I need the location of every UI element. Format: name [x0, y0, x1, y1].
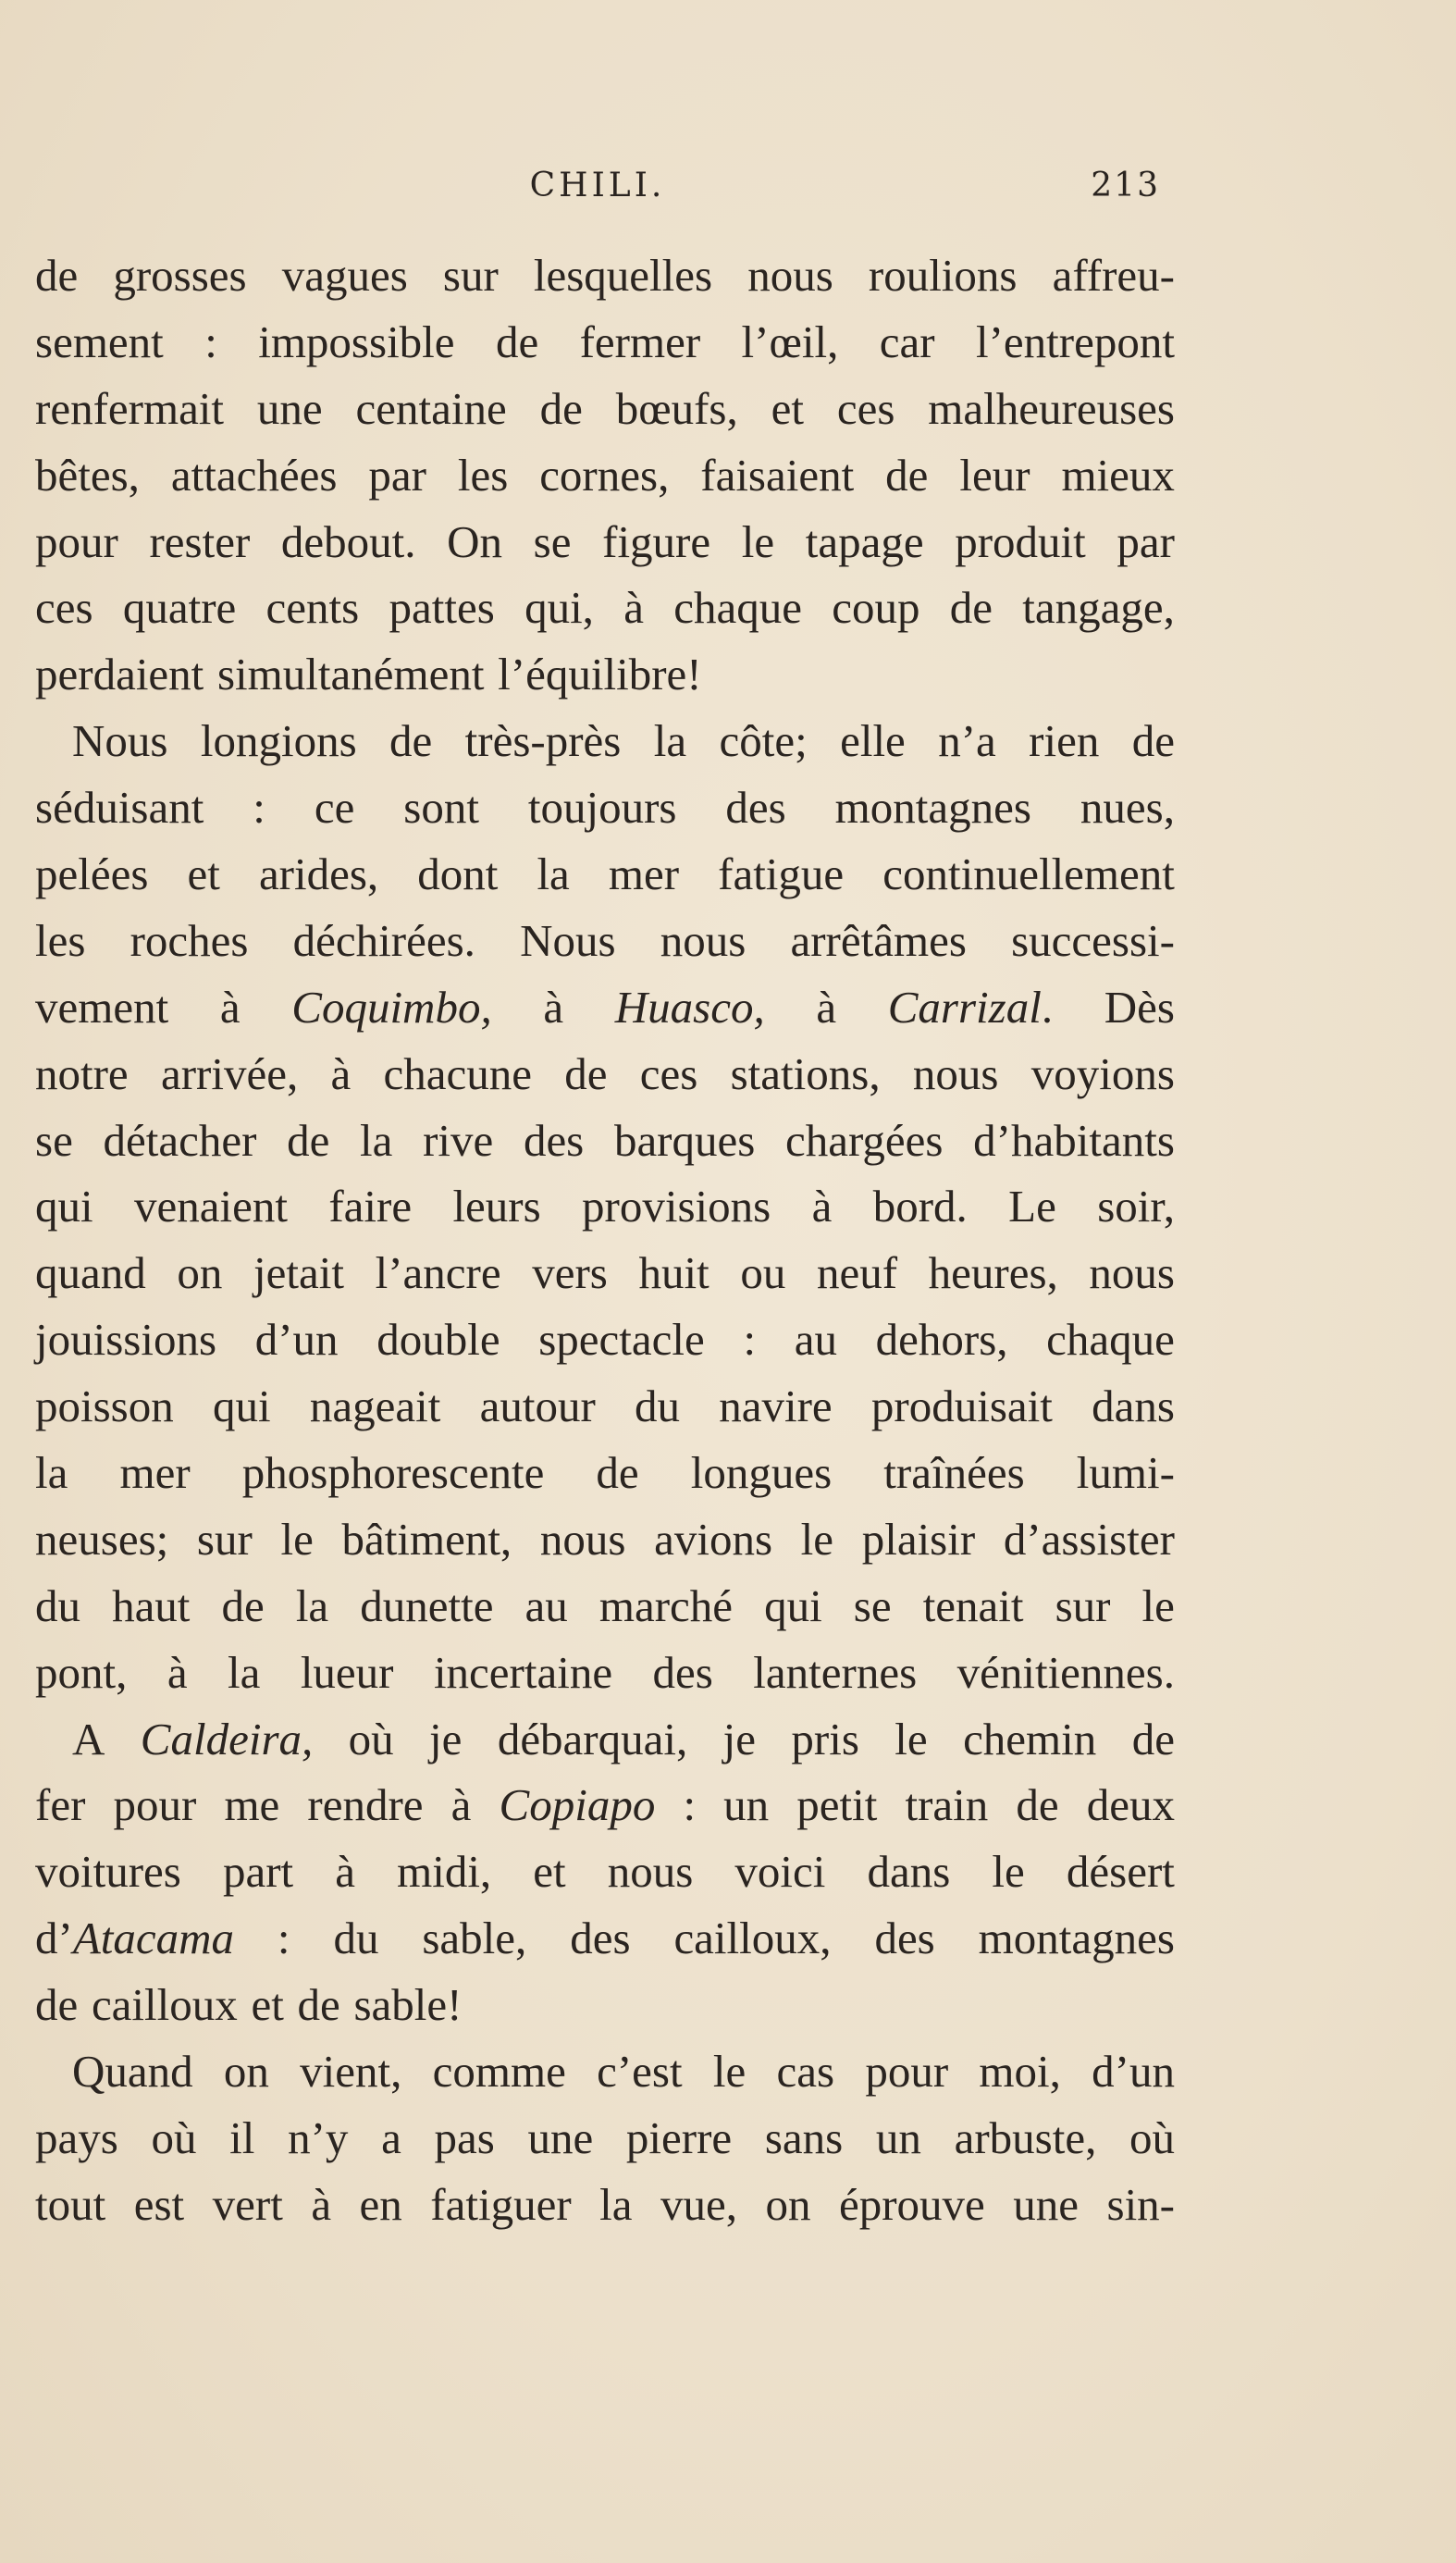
text-line [35, 309, 1175, 376]
word: à [330, 1047, 352, 1099]
word: nous [912, 1047, 999, 1099]
word: montagnes [978, 1913, 1175, 1964]
word: : [743, 1314, 757, 1366]
word: nous [747, 250, 833, 301]
word: l’entrepont [975, 316, 1175, 367]
word: de [1131, 715, 1175, 767]
word: vagues [281, 250, 408, 301]
word: longions [200, 715, 357, 767]
word: impossible [258, 316, 455, 367]
word: roches [130, 914, 249, 966]
text-line [35, 1640, 1175, 1706]
word: de [35, 250, 79, 301]
word: à [311, 2178, 332, 2230]
word: ou [740, 1247, 786, 1299]
word: à [450, 1779, 472, 1831]
word: rive [423, 1114, 494, 1166]
word: elle [840, 715, 906, 767]
word: tangage, [1022, 582, 1175, 634]
word: au [524, 1579, 568, 1631]
word: de [949, 582, 993, 634]
word: vement [35, 981, 169, 1033]
word: car [879, 316, 935, 367]
word: fermer [579, 316, 701, 367]
word: des [652, 1646, 713, 1698]
word: de [596, 1447, 639, 1499]
word: et [187, 848, 220, 900]
text-line [35, 1108, 1175, 1174]
word: chargées [785, 1114, 944, 1166]
word: qui, [524, 582, 594, 634]
word: : [683, 1779, 697, 1831]
word: des [570, 1913, 631, 1964]
word: est [133, 2178, 185, 2230]
word: nous [1089, 1247, 1175, 1299]
text-line [35, 1306, 1175, 1373]
word: successi- [1011, 914, 1175, 966]
word: tapage [805, 515, 924, 567]
text-line [35, 708, 1175, 774]
word: traînées [883, 1447, 1025, 1499]
word: l’équilibre! [498, 649, 702, 700]
word: pays [35, 2111, 118, 2163]
word: lueur [300, 1646, 394, 1698]
word: voitures [35, 1846, 181, 1898]
word: chaque [1046, 1314, 1175, 1366]
word: a [381, 2111, 401, 2163]
word: dans [867, 1846, 951, 1898]
word: du [635, 1381, 680, 1432]
word: double [376, 1314, 500, 1366]
word: une [527, 2111, 594, 2163]
word: voici [734, 1846, 826, 1898]
page-header [35, 167, 1160, 222]
word: A [72, 1713, 105, 1764]
word: plaisir [861, 1513, 976, 1565]
word: incertaine [433, 1646, 613, 1698]
word: de [389, 715, 433, 767]
word: se [35, 1114, 73, 1166]
word: vénitiennes. [956, 1646, 1175, 1698]
word: des [523, 1114, 585, 1166]
word: qui [213, 1381, 271, 1432]
word: vers [532, 1247, 608, 1299]
word: à [167, 1646, 188, 1698]
word: spectacle [538, 1314, 705, 1366]
word: ce [314, 782, 355, 834]
word: de [1016, 1779, 1059, 1831]
word: Copiapo [499, 1779, 656, 1831]
word: la [35, 1447, 68, 1499]
word: le [895, 1713, 928, 1764]
word: dehors, [875, 1314, 1008, 1366]
word: arrêtâmes [790, 914, 967, 966]
word: rendre [307, 1779, 424, 1831]
word: centaine [355, 382, 507, 434]
word: de [287, 1114, 330, 1166]
text-line [35, 974, 1175, 1041]
word: les [35, 914, 86, 966]
word: en [359, 2178, 402, 2230]
word: les [457, 449, 509, 501]
word: du [333, 1913, 379, 1964]
word: moi, [979, 2046, 1061, 2098]
running-title: CHILI. [529, 167, 666, 204]
word: chemin [963, 1713, 1097, 1764]
text-line [35, 1706, 1175, 1773]
word: où [348, 1713, 394, 1764]
word: figure [602, 515, 711, 567]
word: Coquimbo, [291, 981, 492, 1033]
word: se [853, 1579, 892, 1631]
word: tout [35, 2178, 106, 2230]
word: à [543, 981, 564, 1033]
word: marché [598, 1579, 734, 1631]
word: phosphorescente [241, 1447, 545, 1499]
word: désert [1066, 1846, 1175, 1898]
word: faisaient [700, 449, 855, 501]
word: nageait [309, 1381, 441, 1432]
word: à [335, 1846, 355, 1898]
word: pelées [35, 848, 149, 900]
word: et [533, 1846, 566, 1898]
word: par [368, 449, 426, 501]
word: à [623, 582, 644, 634]
word: et [771, 382, 804, 434]
word: le [1141, 1579, 1175, 1631]
text-line [35, 1173, 1175, 1240]
word: nous [607, 1846, 694, 1898]
word: dont [417, 848, 499, 900]
word: notre [35, 1047, 129, 1099]
word: bêtes, [35, 449, 140, 501]
word: des [874, 1913, 935, 1964]
word: des [725, 782, 786, 834]
word: barques [613, 1114, 756, 1166]
word: : [253, 782, 265, 834]
word: pour [865, 2046, 949, 2098]
word: mieux [1061, 449, 1175, 501]
word: le [280, 1513, 314, 1565]
text-line [35, 1440, 1175, 1506]
word: on [765, 2178, 811, 2230]
word: pont, [35, 1646, 128, 1698]
word: venaient [133, 1181, 288, 1232]
word: Caldeira, [140, 1713, 314, 1764]
word: d’un [254, 1314, 339, 1366]
word: nous [660, 914, 747, 966]
word: dans [1092, 1381, 1175, 1432]
word: Carrizal. [887, 981, 1054, 1033]
word: pris [791, 1713, 859, 1764]
word: grosses [113, 250, 247, 301]
word: à [219, 981, 241, 1033]
text-line [35, 908, 1175, 974]
word: me [224, 1779, 280, 1831]
word: la [537, 848, 570, 900]
word: midi, [397, 1846, 492, 1898]
text-line [35, 841, 1175, 908]
word: sin- [1106, 2178, 1175, 2230]
word: fatigue [718, 848, 845, 900]
word: longues [690, 1447, 833, 1499]
text-line [35, 376, 1175, 442]
body-text [35, 242, 1175, 2238]
word: fer [35, 1779, 86, 1831]
word: autour [479, 1381, 596, 1432]
word: où [151, 2111, 197, 2163]
word: On [447, 515, 503, 567]
word: de [885, 449, 929, 501]
word: il [229, 2111, 255, 2163]
word: on [223, 2046, 269, 2098]
word: débarquai, [497, 1713, 688, 1764]
word: montagnes [834, 782, 1031, 834]
text-line [35, 1972, 1175, 2038]
word: renfermait [35, 382, 225, 434]
word: pattes [389, 582, 495, 634]
word: tenait [922, 1579, 1024, 1631]
word: c’est [597, 2046, 683, 2098]
word: poisson [35, 1381, 174, 1432]
word: n’y [288, 2111, 349, 2163]
word: le [800, 1513, 834, 1565]
word: au [794, 1314, 837, 1366]
word: vue, [660, 2178, 737, 2230]
word: affreu- [1052, 250, 1175, 301]
word: un [723, 1779, 770, 1831]
word: Quand [72, 2046, 193, 2098]
word: Nous [72, 715, 168, 767]
word: très-près [464, 715, 622, 767]
word: une [256, 382, 323, 434]
text-line [35, 1772, 1175, 1839]
word: détacher [103, 1114, 257, 1166]
word: petit [796, 1779, 878, 1831]
word: sable! [353, 1979, 463, 2031]
word: l’ancre [375, 1247, 501, 1299]
word: la [360, 1114, 393, 1166]
word: sans [764, 2111, 844, 2163]
word: de [564, 1047, 608, 1099]
word: sable, [422, 1913, 527, 1964]
word: stations, [730, 1047, 881, 1099]
word: roulions [868, 250, 1018, 301]
word: chaque [673, 582, 802, 634]
word: côte; [719, 715, 808, 767]
word: cents [265, 582, 360, 634]
word: fatiguer [430, 2178, 572, 2230]
text-line [35, 2038, 1175, 2105]
word: qui [35, 1181, 93, 1232]
word: de [495, 316, 539, 367]
word: continuellement [882, 848, 1175, 900]
word: arides, [258, 848, 379, 900]
word: la [228, 1646, 261, 1698]
word: huit [638, 1247, 709, 1299]
text-line [35, 575, 1175, 641]
word: ces [836, 382, 895, 434]
word: rien [1029, 715, 1100, 767]
word: pierre [625, 2111, 733, 2163]
word: deux [1086, 1779, 1175, 1831]
word: qui [764, 1579, 822, 1631]
word: la [599, 2178, 633, 2230]
word: quatre [122, 582, 237, 634]
word: une [1013, 2178, 1080, 2230]
word: simultanément [216, 649, 485, 700]
word: lesquelles [533, 250, 713, 301]
word: vient, [300, 2046, 402, 2098]
word: coup [832, 582, 920, 634]
word: pour [113, 1779, 197, 1831]
word: chacune [383, 1047, 532, 1099]
word: produisait [870, 1381, 1053, 1432]
word: nous [539, 1513, 626, 1565]
word: où [1129, 2111, 1175, 2163]
word: malheureuses [928, 382, 1175, 434]
word: déchirées. [292, 914, 475, 966]
word: provisions [582, 1181, 771, 1232]
page-number: 213 [1091, 167, 1160, 204]
word: sur [196, 1513, 253, 1565]
word: leur [959, 449, 1030, 501]
word: train [905, 1779, 989, 1831]
word: le [992, 1846, 1025, 1898]
word: de [539, 382, 583, 434]
word: rester [149, 515, 251, 567]
word: haut [112, 1579, 191, 1631]
word: je [429, 1713, 463, 1764]
text-line [35, 442, 1175, 509]
word: lanternes [753, 1646, 918, 1698]
word: : [277, 1913, 290, 1964]
word: dunette [360, 1579, 494, 1631]
word: sont [403, 782, 479, 834]
word: quand [35, 1247, 146, 1299]
word: la [295, 1579, 329, 1631]
word: comme [432, 2046, 566, 2098]
word: jouissions [35, 1314, 217, 1366]
word: sur [1055, 1579, 1111, 1631]
text-line [35, 242, 1175, 309]
word: sur [442, 250, 499, 301]
word: leurs [452, 1181, 541, 1232]
word: de [1131, 1713, 1175, 1764]
word: sement [35, 316, 164, 367]
word: cas [776, 2046, 835, 2098]
text-line [35, 1573, 1175, 1640]
word: ces [35, 582, 93, 634]
word: séduisant [35, 782, 204, 834]
word: n’a [938, 715, 996, 767]
word: avions [654, 1513, 773, 1565]
word: se [533, 515, 572, 567]
word: l’œil, [741, 316, 839, 367]
word: du [35, 1579, 80, 1631]
word: cailloux, [673, 1913, 832, 1964]
word: nues, [1080, 782, 1175, 834]
word: vert [212, 2178, 283, 2230]
text-line [35, 1506, 1175, 1573]
text-line [35, 1041, 1175, 1108]
word: voyions [1030, 1047, 1175, 1099]
text-line [35, 1905, 1175, 1972]
word: cailloux [91, 1979, 238, 2031]
word: : [204, 316, 217, 367]
word: le [712, 2046, 747, 2098]
text-line [35, 641, 1175, 708]
text-line [35, 2172, 1175, 2238]
text-line [35, 509, 1175, 576]
word: je [722, 1713, 757, 1764]
text-line [35, 1373, 1175, 1440]
text-line [35, 1240, 1175, 1306]
word: et [251, 1979, 284, 2031]
word: pas [434, 2111, 495, 2163]
word: arbuste, [954, 2111, 1097, 2163]
word: on [177, 1247, 223, 1299]
word: le [741, 515, 775, 567]
word: mer [119, 1447, 191, 1499]
word: un [875, 2111, 921, 2163]
text-line [35, 2105, 1175, 2172]
word: mer [608, 848, 680, 900]
word: produit [955, 515, 1086, 567]
word: arrivée, [160, 1047, 299, 1099]
word: Dès [1104, 981, 1175, 1033]
word: par [1117, 515, 1175, 567]
word: toujours [527, 782, 677, 834]
word: bâtiment, [341, 1513, 512, 1565]
text-line [35, 774, 1175, 841]
word: la [653, 715, 687, 767]
word: navire [719, 1381, 833, 1432]
word: Huasco, [614, 981, 765, 1033]
word: soir, [1097, 1181, 1175, 1232]
word: d’Atacama [35, 1913, 235, 1964]
word: jetait [253, 1247, 344, 1299]
word: ces [639, 1047, 698, 1099]
word: éprouve [838, 2178, 985, 2230]
word: part [222, 1846, 294, 1898]
word: de [221, 1579, 265, 1631]
word: de [297, 1979, 340, 2031]
word: pour [35, 515, 118, 567]
word: de [35, 1979, 79, 2031]
word: d’assister [1003, 1513, 1175, 1565]
word: à [811, 1181, 833, 1232]
word: Le [1008, 1181, 1056, 1232]
word: perdaient [35, 649, 204, 700]
word: neuf [816, 1247, 898, 1299]
word: faire [328, 1181, 413, 1232]
word: cornes, [539, 449, 670, 501]
word: attachées [170, 449, 338, 501]
word: Nous [520, 914, 616, 966]
word: bœufs, [615, 382, 738, 434]
word: à [816, 981, 837, 1033]
word: d’habitants [973, 1114, 1175, 1166]
word: lumi- [1076, 1447, 1175, 1499]
text-line [35, 1839, 1175, 1905]
word: d’un [1092, 2046, 1175, 2098]
word: heures, [928, 1247, 1058, 1299]
word: neuses; [35, 1513, 169, 1565]
word: bord. [872, 1181, 968, 1232]
word: debout. [280, 515, 416, 567]
